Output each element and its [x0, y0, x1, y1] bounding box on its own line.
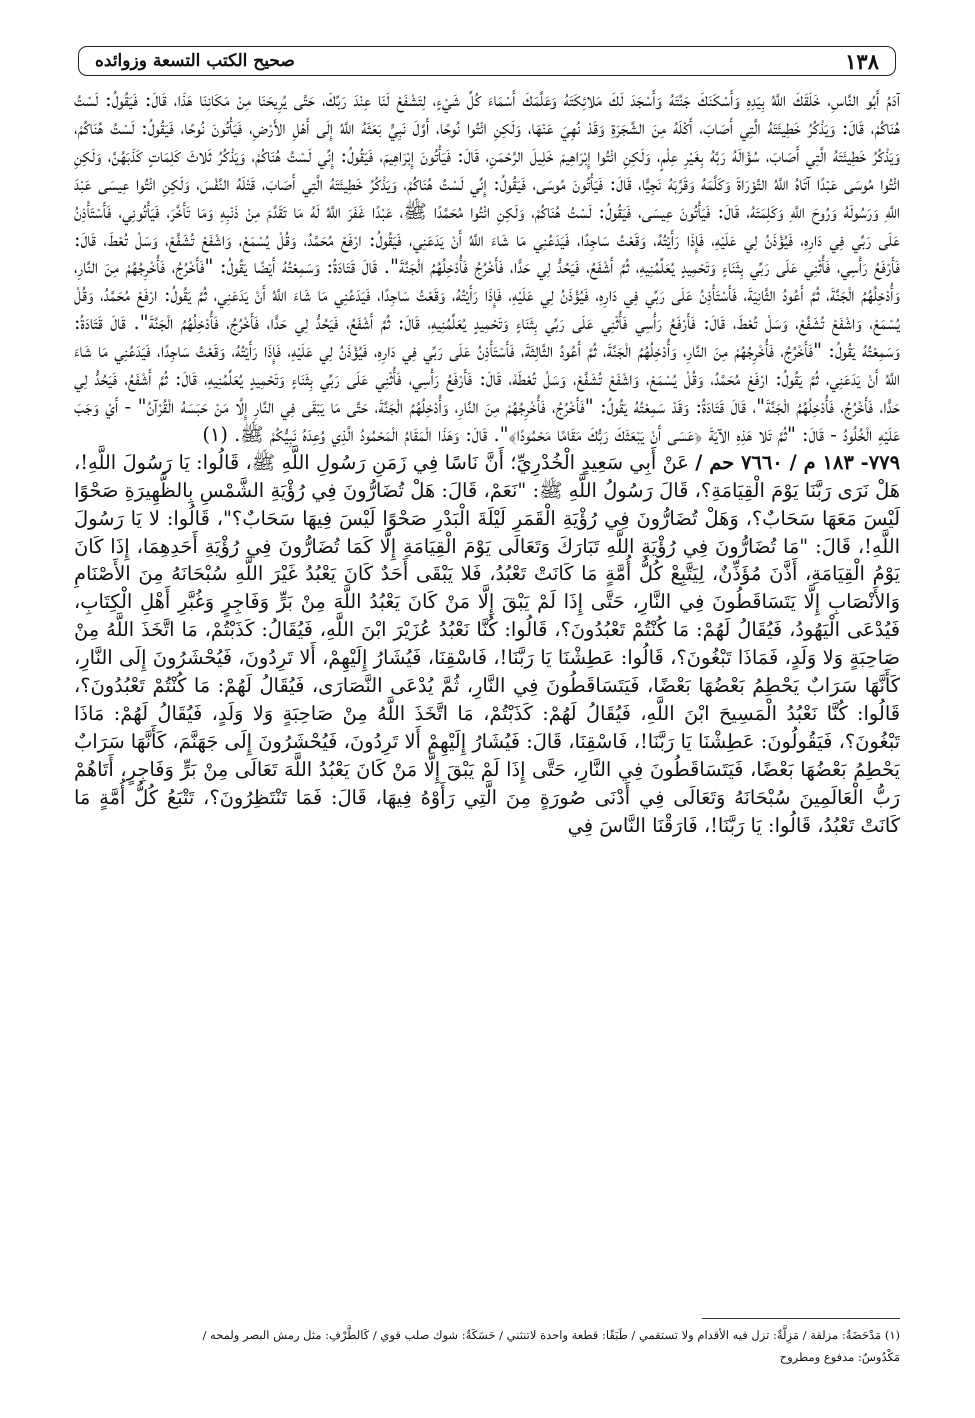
page-number: ١٣٨	[845, 48, 879, 74]
footnote	[74, 1324, 900, 1368]
page-header	[78, 46, 896, 76]
footnote-line-2: مَكْدُوسٌ: مدفوع ومطروح	[779, 1350, 900, 1364]
main-text	[74, 86, 900, 1294]
hadith-reference: ٧٧٩- ١٨٣ م / ٧٦٦٠ حم /	[695, 450, 900, 474]
hadith-text: عَنْ أَبِي سَعِيدٍ الْخُدْرِيِّ؛ أَنَّ نَاسًا فِي زَمَنِ رَسُولِ اللَّهِ ﷺ، قَالُوا: يَا رَسُولَ اللَّهِ!، هَلْ نَرَى رَبَّنَا يَوْمَ الْقِيَامَةِ؟، قَالَ رَسُولُ اللَّهِ ﷺ: "نَعَمْ، قَالَ: هَلْ تُضَارُّونَ فِي رُؤْيَةِ الشَّمْسِ بِالظَّهِيرَةِ صَحْوًا لَيْسَ مَعَهَا سَحَابٌ؟، وَهَلْ تُضَارُّونَ فِي رُؤْيَةِ الْقَمَرِ لَيْلَةَ الْبَدْرِ صَحْوًا لَيْسَ فِيهَا سَحَابٌ؟"، قَالُوا: لا يَا رَسُولَ اللَّهِ!، قَالَ: "مَا تُضَارُّونَ فِي رُؤْيَةِ اللَّهِ تَبَارَكَ وَتَعَالَى يَوْمَ الْقِيَامَةِ إِلَّا كَمَا تُضَارُّونَ فِي رُؤْيَةِ أَحَدِهِمَا، إِذَا كَانَ يَوْمُ الْقِيَامَةِ، أَذَّنَ مُؤَذِّنٌ، لِيَتَّبِعْ كُلُّ أُمَّةٍ مَا كَانَتْ تَعْبُدُ، فَلا يَبْقَى أَحَدٌ كَانَ يَعْبُدُ غَيْرَ اللَّهِ سُبْحَانَهُ مِنَ الأَصْنَامِ وَالأَنْصَابِ إِلَّا يَتَسَاقَطُونَ فِي النَّارِ، حَتَّى إِذَا لَمْ يَبْقَ إِلَّا مَنْ كَانَ يَعْبُدُ اللَّهَ مِنْ بَرٍّ وَفَاجِرٍ وَغُبَّرِ أَهْلِ الْكِتَابِ، فَيُدْعَى الْيَهُودُ، فَيُقَالُ لَهُمْ: مَا كُنْتُمْ تَعْبُدُونَ؟، قَالُوا: كُنَّا نَعْبُدُ عُزَيْرَ ابْنَ اللَّهِ، فَيُقَالُ: كَذَبْتُمْ، مَا اتَّخَذَ اللَّهُ مِنْ صَاحِبَةٍ وَلا وَلَدٍ، فَمَاذَا تَبْغُونَ؟، قَالُوا: عَطِشْنَا يَا رَبَّنَا!، فَاسْقِنَا، فَيُشَارُ إِلَيْهِمْ، أَلا تَرِدُونَ، فَيُحْشَرُونَ إِلَى النَّارِ، كَأَنَّهَا سَرَابٌ يَحْطِمُ بَعْضُهَا بَعْضًا، فَيَتَسَاقَطُونَ فِي النَّارِ، ثُمَّ يُدْعَى النَّصَارَى، فَيُقَالُ لَهُمْ: مَا كُنْتُمْ تَعْبُدُونَ؟، قَالُوا: كُنَّا نَعْبُدُ الْمَسِيحَ ابْنَ اللَّهِ، فَيُقَالُ لَهُمْ: كَذَبْتُمْ، مَا اتَّخَذَ اللَّهُ مِنْ صَاحِبَةٍ وَلا وَلَدٍ، فَيُقَالُ لَهُمْ: مَاذَا تَبْغُونَ؟، فَيَقُولُونَ: عَطِشْنَا يَا رَبَّنَا!، فَاسْقِنَا، قَالَ: فَيُشَارُ إِلَيْهِمْ أَلا تَرِدُونَ، فَيُحْشَرُونَ إِلَى جَهَنَّمَ، كَأَنَّهَا سَرَابٌ يَحْطِمُ بَعْضُهَا بَعْضًا، فَيَتَسَاقَطُونَ فِي النَّارِ، حَتَّى إِذَا لَمْ يَبْقَ إِلَّا مَنْ كَانَ يَعْبُدُ اللَّهَ تَعَالَى مِنْ بَرٍّ وَفَاجِرٍ، أَتَاهُمْ رَبُّ الْعَالَمِينَ سُبْحَانَهُ وَتَعَالَى فِي أَدْنَى صُورَةٍ مِنَ الَّتِي رَأَوْهُ فِيهَا، قَالَ: فَمَا تَنْتَظِرُونَ؟، تَتْبَعُ كُلُّ أُمَّةٍ مَا كَانَتْ تَعْبُدُ، قَالُوا: يَا رَبَّنَا!، فَارَقْنَا النَّاسَ فِي	[74, 450, 900, 837]
footnote-separator	[702, 1318, 900, 1319]
footnote-line-1: (١) مَدْحَضَةٌ: مزلقة / مَزِلَّةٌ: تزل فيه الأقدام ولا تستقمي / طَبَقًا: قطعة واحدة لاتنثني / حَسَكَةٌ: شوك صلب قوي / كَالطَّرْفِ: مثل رمش البصر ولمحه /	[202, 1328, 900, 1342]
hadith-779	[74, 449, 900, 840]
book-title: صحيح الكتب التسعة وزوائده	[95, 51, 295, 71]
paragraph-continued: آدَمُ أَبُو النَّاسِ، خَلَقَكَ اللَّهُ بِيَدِهِ وَأَسْكَنَكَ جَنَّتَهُ وَأَسْجَدَ لَكَ مَلائِكَتَهُ وَعَلَّمَكَ أَسْمَاءَ كُلِّ شَيْءٍ، لِتَشْفَعْ لَنَا عِنْدَ رَبِّكَ، حَتَّى يُرِيحَنَا مِنْ مَكَانِنَا هَذَا، قَالَ: فَيَقُولُ: لَسْتُ هُنَاكُمْ، قَالَ: وَيَذْكُرُ خَطِيئَتَهُ الَّتِي أَصَابَ، أَكْلَهُ مِنَ الشَّجَرَةِ وَقَدْ نُهِيَ عَنْهَا، وَلَكِنِ ائْتُوا نُوحًا، أَوَّلَ نَبِيٍّ بَعَثَهُ اللَّهُ إِلَى أَهْلِ الأَرْضِ، فَيَأْتُونَ نُوحًا، فَيَقُولُ: لَسْتُ هُنَاكُمْ، وَيَذْكُرُ خَطِيئَتَهُ الَّتِي أَصَابَ، سُؤَالَهُ رَبَّهُ بِغَيْرِ عِلْمٍ، وَلَكِنِ ائْتُوا إِبْرَاهِيمَ خَلِيلَ الرَّحْمَنِ، قَالَ: فَيَأْتُونَ إِبْرَاهِيمَ، فَيَقُولُ: إِنِّي لَسْتُ هُنَاكُمْ، وَيَذْكُرُ ثَلاثَ كَلِمَاتٍ كَذَبَهُنَّ، وَلَكِنِ ائْتُوا مُوسَى عَبْدًا آتَاهُ اللَّهُ التَّوْرَاةَ وَكَلَّمَهُ وَقَرَّبَهُ نَجِيًّا، قَالَ: فَيَأْتُونَ مُوسَى، فَيَقُولُ: إِنِّي لَسْتُ هُنَاكُمْ، وَيَذْكُرُ خَطِيئَتَهُ الَّتِي أَصَابَ، قَتْلَهُ النَّفْسَ، وَلَكِنِ ائْتُوا عِيسَى عَبْدَ اللَّهِ وَرَسُولَهُ وَرُوحَ اللَّهِ وَكَلِمَتَهُ، قَالَ: فَيَأْتُونَ عِيسَى، فَيَقُولُ: لَسْتُ هُنَاكُمْ، وَلَكِنِ ائْتُوا مُحَمَّدًا ﷺ، عَبْدًا غَفَرَ اللَّهُ لَهُ مَا تَقَدَّمَ مِنْ ذَنْبِهِ وَمَا تَأَخَّرَ، فَيَأْتُونِي، فَأَسْتَأْذِنُ عَلَى رَبِّي فِي دَارِهِ، فَيُؤْذَنُ لِي عَلَيْهِ، فَإِذَا رَأَيْتُهُ، وَقَعْتُ سَاجِدًا، فَيَدَعُنِي مَا شَاءَ اللَّهُ أَنْ يَدَعَنِي، فَيَقُولُ: ارْفَعْ مُحَمَّدُ، وَقُلْ يُسْمَعْ، وَاشْفَعْ تُشَفَّعْ، وَسَلْ تُعْطَ، قَالَ: فَأَرْفَعُ رَأْسِي، فَأُثْنِي عَلَى رَبِّي بِثَنَاءٍ وَتَحْمِيدٍ يُعَلِّمُنِيهِ، ثُمَّ أَشْفَعُ، فَيَحُدُّ لِي حَدًّا، فَأَخْرُجُ فَأُدْخِلُهُمُ الْجَنَّةَ". قَالَ قَتَادَةُ: وَسَمِعْتُهُ أَيْضًا يَقُولُ: "فَأَخْرُجُ، فَأُخْرِجُهُمْ مِنَ النَّارِ، وَأُدْخِلُهُمُ الْجَنَّةَ، ثُمَّ أَعُودُ الثَّانِيَةَ، فَأَسْتَأْذِنُ عَلَى رَبِّي فِي دَارِهِ، فَيُؤْذَنُ لِي عَلَيْهِ، فَإِذَا رَأَيْتُهُ، وَقَعْتُ سَاجِدًا، فَيَدَعُنِي مَا شَاءَ اللَّهُ أَنْ يَدَعَنِي، ثُمَّ يَقُولُ: ارْفَعْ مُحَمَّدُ، وَقُلْ يُسْمَعْ، وَاشْفَعْ تُشَفَّعْ، وَسَلْ تُعْطَ، قَالَ: فَأَرْفَعُ رَأْسِي فَأُثْنِي عَلَى رَبِّي بِثَنَاءٍ وَتَحْمِيدٍ يُعَلِّمُنِيهِ، قَالَ: ثُمَّ أَشْفَعُ، فَيَحُدُّ لِي حَدًّا، فَأَخْرُجُ، فَأُدْخِلُهُمُ الْجَنَّةَ". قَالَ قَتَادَةُ: وَسَمِعْتُهُ يَقُولُ: "فَأَخْرُجُ، فَأُخْرِجُهُمْ مِنَ النَّارِ، وَأُدْخِلُهُمُ الْجَنَّةَ، ثُمَّ أَعُودُ الثَّالِثَةَ، فَأَسْتَأْذِنُ عَلَى رَبِّي فِي دَارِهِ، فَيُؤْذَنُ لِي عَلَيْهِ، فَإِذَا رَأَيْتُهُ، وَقَعْتُ سَاجِدًا، فَيَدَعُنِي مَا شَاءَ اللَّهُ أَنْ يَدَعَنِي، ثُمَّ يَقُولُ: ارْفَعْ مُحَمَّدُ، وَقُلْ يُسْمَعْ، وَاشْفَعْ تُشَفَّعْ، وَسَلْ تُعْطَهْ، قَالَ: فَأَرْفَعُ رَأْسِي، فَأُثْنِي عَلَى رَبِّي بِثَنَاءٍ وَتَحْمِيدٍ يُعَلِّمُنِيهِ، قَالَ: ثُمَّ أَشْفَعُ، فَيَحُدُّ لِي حَدًّا، فَأَخْرُجُ، فَأُدْخِلُهُمُ الْجَنَّةَ"، قَالَ قَتَادَةُ: وَقَدْ سَمِعْتُهُ يَقُولُ: "فَأَخْرُجُ، فَأُخْرِجُهُمْ مِنَ النَّارِ، وَأُدْخِلُهُمُ الْجَنَّةَ، حَتَّى مَا يَبْقَى فِي النَّارِ إِلَّا مَنْ حَبَسَهُ الْقُرْآنُ" - أَيْ وَجَبَ عَلَيْهِ الْخُلُودُ - قَالَ: "ثُمَّ تَلا هَذِهِ الآيَةَ ﴿عَسَى أَنْ يَبْعَثَكَ رَبُّكَ مَقَامًا مَحْمُودًا﴾". قَالَ: وَهَذَا الْمَقَامُ الْمَحْمُودُ الَّذِي وُعِدَهُ نَبِيُّكُمْ ﷺ. (١)	[74, 88, 900, 446]
